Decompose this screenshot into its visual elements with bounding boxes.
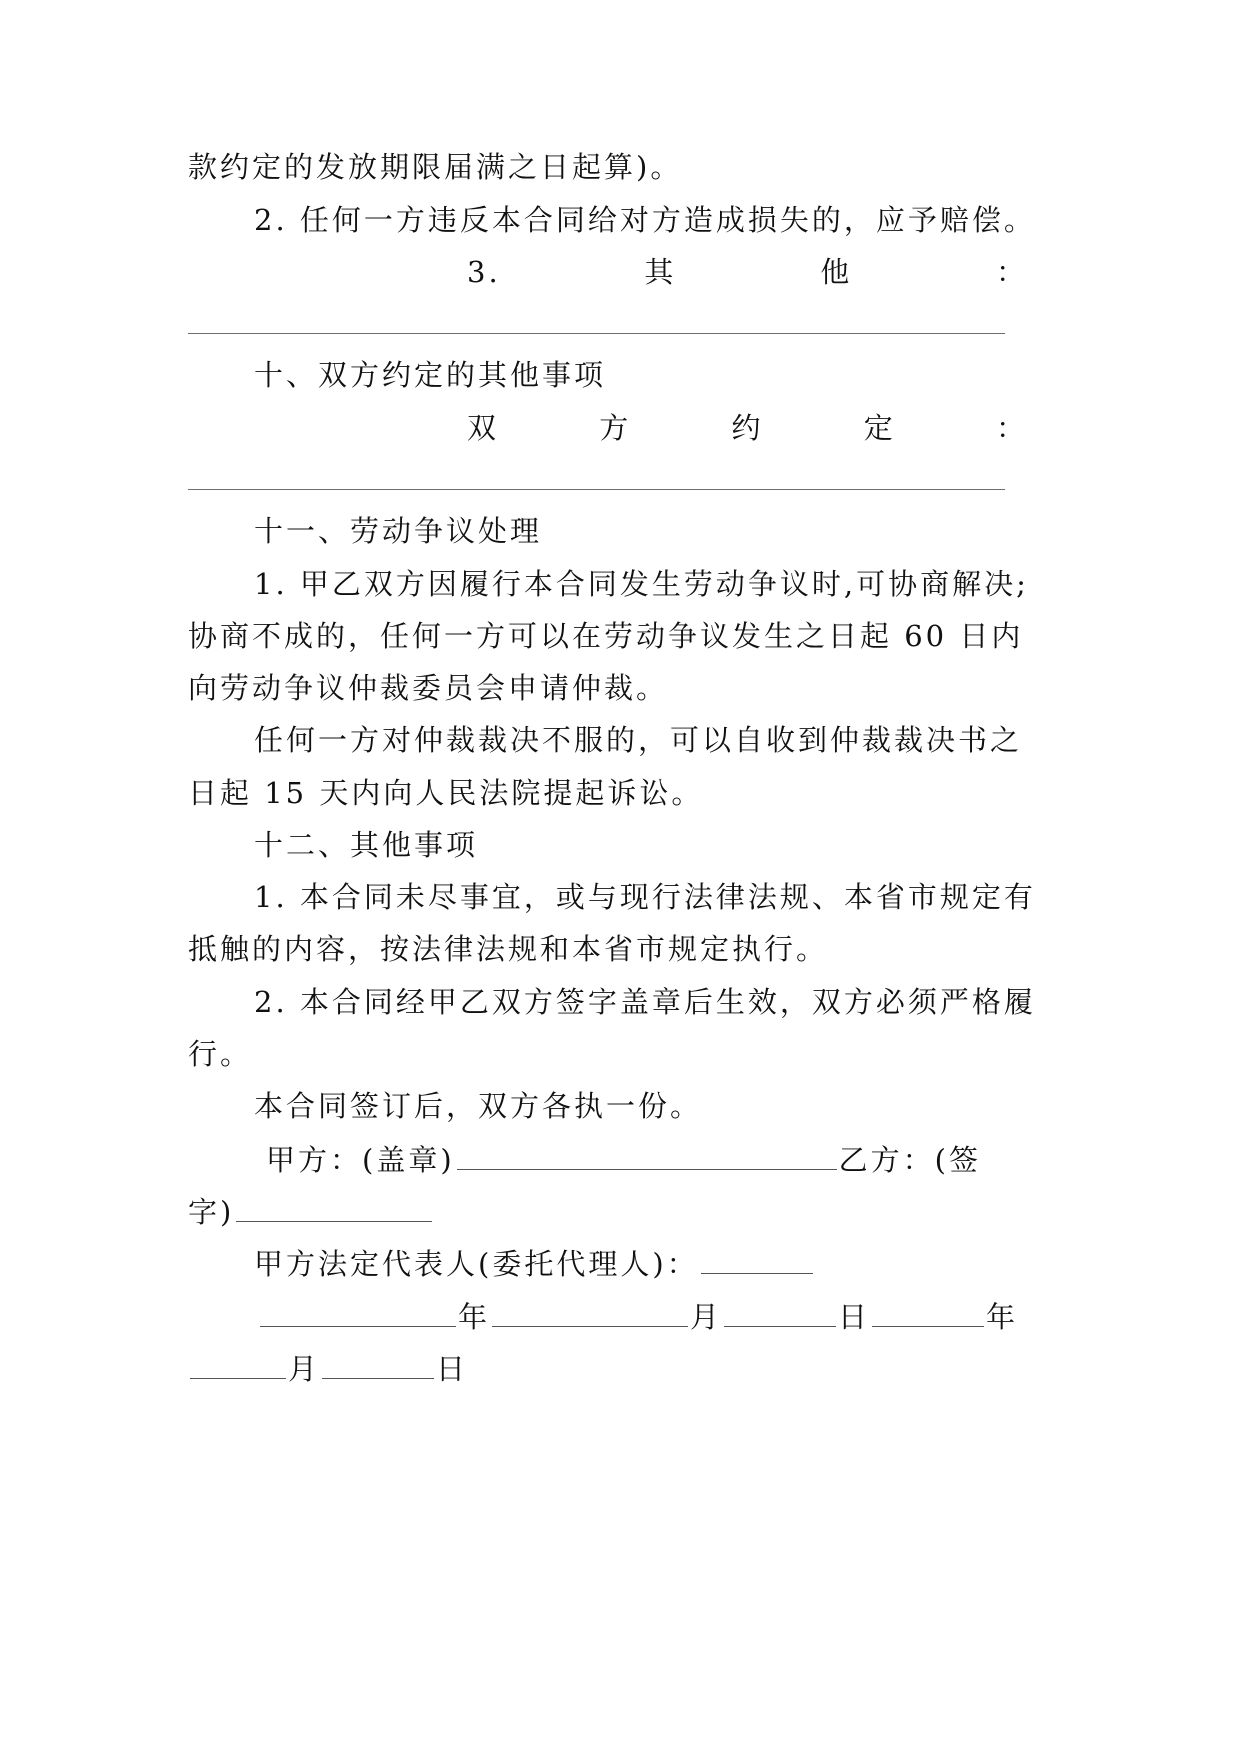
- month-label: 月: [690, 1300, 723, 1334]
- paragraph-line: 协商不成的，任何一方可以在劳动争议发生之日起 60 日内: [188, 619, 1024, 653]
- date-row: [258, 1296, 1048, 1336]
- clause-other-heading: [467, 252, 1028, 292]
- day-label: 日: [436, 1352, 469, 1386]
- section-heading-ten: 十、双方约定的其他事项: [254, 358, 607, 392]
- paragraph-line: 向劳动争议仲裁委员会申请仲裁。: [188, 671, 669, 705]
- spread-char: 方: [599, 411, 632, 445]
- day-label: 日: [838, 1300, 871, 1334]
- clause-compensation: 2. 任何一方违反本合同给对方造成损失的，应予赔偿。: [254, 203, 1036, 237]
- day-blank: [322, 1348, 434, 1379]
- paragraph-line: 本合同签订后，双方各执一份。: [254, 1089, 703, 1123]
- party-a-seal-blank: [457, 1139, 837, 1170]
- spread-char: 定: [863, 411, 896, 445]
- paragraph-line: 日起 15 天内向人民法院提起诉讼。: [188, 776, 704, 810]
- spread-char: 他: [820, 255, 853, 289]
- paragraph-line: 抵触的内容，按法律法规和本省市规定执行。: [188, 932, 829, 966]
- year-blank: [872, 1296, 984, 1327]
- paragraph-line: 2. 本合同经甲乙双方签字盖章后生效，双方必须严格履: [254, 985, 1036, 1019]
- section-heading-eleven: 十一、劳动争议处理: [254, 514, 543, 548]
- party-b-sign-blank: [236, 1191, 432, 1222]
- paragraph-line: 行。: [188, 1037, 253, 1071]
- party-b-sign-label-end: 字): [188, 1195, 235, 1229]
- spread-char: 其: [644, 255, 677, 289]
- month-blank: [492, 1296, 688, 1327]
- spread-colon: ：: [995, 411, 1028, 445]
- spread-char: 约: [731, 411, 764, 445]
- party-a-seal-label: 甲方：(盖章): [266, 1143, 455, 1177]
- fill-in-line: [188, 333, 1005, 334]
- signature-row-continued: [188, 1191, 1058, 1231]
- signature-row: [266, 1139, 1056, 1179]
- spread-char: 双: [467, 411, 500, 445]
- year-label: 年: [458, 1300, 491, 1334]
- day-blank: [724, 1296, 836, 1327]
- fill-in-line: [188, 489, 1005, 490]
- month-blank: [190, 1348, 286, 1379]
- paragraph-line: 款约定的发放期限届满之日起算)。: [188, 150, 683, 184]
- paragraph-line: 1. 本合同未尽事宜，或与现行法律法规、本省市规定有: [254, 880, 1036, 914]
- legal-representative-row: [254, 1243, 1124, 1283]
- legal-representative-label: 甲方法定代表人(委托代理人)：: [254, 1247, 699, 1281]
- paragraph-line: 任何一方对仲裁裁决不服的，可以自收到仲裁裁决书之: [254, 723, 1023, 757]
- legal-representative-blank: [701, 1243, 813, 1274]
- year-label: 年: [986, 1300, 1019, 1334]
- section-heading-twelve: 十二、其他事项: [254, 828, 479, 862]
- date-row-continued: [188, 1348, 1058, 1388]
- paragraph-line: 1. 甲乙双方因履行本合同发生劳动争议时,可协商解决;: [254, 567, 1029, 601]
- clause-number: 3.: [467, 255, 501, 289]
- year-blank: [260, 1296, 456, 1327]
- party-b-sign-label: 乙方：(签: [838, 1143, 981, 1177]
- spread-colon: ：: [995, 255, 1028, 289]
- mutual-agreement-label: [467, 408, 1028, 448]
- month-label: 月: [288, 1352, 321, 1386]
